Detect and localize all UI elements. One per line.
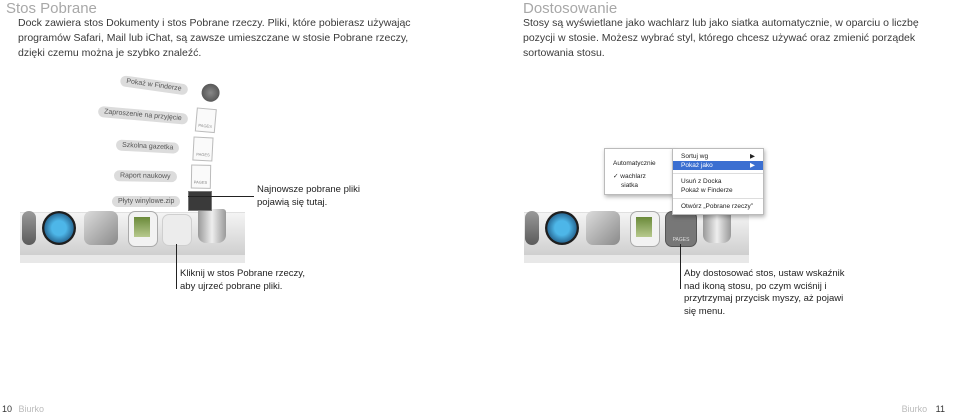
- left-title: Stos Pobrane: [6, 0, 97, 17]
- documents-stack-icon[interactable]: [630, 211, 660, 247]
- right-body: Stosy są wyświetlane jako wachlarz lub jako siatka automatycznie, w oparciu o liczbę pozycji w stosie. Możesz wybrać styl, którego chcesz używać oraz zmienić porządek sortowania stosu.: [523, 17, 919, 59]
- page-number-right: 11: [935, 404, 945, 414]
- stack-show-in-finder[interactable]: [119, 71, 220, 103]
- section-name-left: Biurko: [18, 404, 45, 414]
- system-preferences-icon[interactable]: [84, 211, 118, 245]
- downloads-stack-icon[interactable]: PAGES: [665, 211, 697, 247]
- menu-divider: [673, 198, 763, 199]
- stack-context-menu: [672, 148, 764, 215]
- pages-document-icon: PAGES: [190, 164, 210, 188]
- menu-item-remove-from-dock[interactable]: Usuń z Docka: [681, 178, 722, 185]
- right-title: Dostosowanie: [523, 0, 618, 17]
- menu-item-sort-by[interactable]: [673, 152, 763, 161]
- pages-document-icon: PAGES: [195, 107, 217, 133]
- stack-item[interactable]: [115, 132, 213, 161]
- stack-item-label: Raport naukowy: [114, 170, 177, 182]
- callout-line: [188, 196, 254, 197]
- time-machine-icon[interactable]: [545, 211, 579, 245]
- view-submenu: [604, 148, 674, 195]
- time-machine-icon[interactable]: [42, 211, 76, 245]
- section-name-right: Biurko: [901, 404, 928, 414]
- stack-item[interactable]: [97, 99, 216, 133]
- callout-line: [176, 244, 177, 289]
- downloads-stack-icon[interactable]: [162, 214, 192, 246]
- chevron-right-icon: ▶: [750, 162, 755, 169]
- menu-item-show-in-finder[interactable]: Pokaż w Finderze: [681, 187, 733, 194]
- chevron-right-icon: ▶: [750, 153, 755, 160]
- pages-document-icon: PAGES: [193, 137, 214, 162]
- zip-archive-icon: [188, 191, 212, 211]
- dock-app-icon[interactable]: [525, 211, 539, 245]
- submenu-item-label: wachlarz: [620, 173, 646, 180]
- menu-divider: [673, 173, 763, 174]
- arrow-circle-icon[interactable]: [200, 83, 220, 103]
- menu-item-label: Sortuj wg: [681, 153, 709, 160]
- callout-line: [680, 244, 681, 289]
- dock-app-icon[interactable]: [22, 211, 36, 245]
- menu-item-label: Pokaż jako: [681, 162, 713, 169]
- menu-item-open-downloads[interactable]: Otwórz „Pobrane rzeczy”: [681, 203, 753, 210]
- submenu-item-automatic[interactable]: Automatycznie: [613, 160, 656, 167]
- menu-item-show-as[interactable]: [673, 161, 763, 170]
- stack-item[interactable]: [112, 191, 212, 211]
- system-preferences-icon[interactable]: [586, 211, 620, 245]
- footer-left: [2, 404, 44, 414]
- left-body: Dock zawiera stos Dokumenty i stos Pobrane rzeczy. Pliki, które pobierasz używając programów Safari, Mail lub iChat, są zawsze umieszczane w stosie Pobrane rzeczy, dzięki czemu można je szybko znaleźć.: [18, 17, 411, 59]
- stack-item[interactable]: [114, 163, 211, 189]
- documents-stack-icon[interactable]: [128, 211, 158, 247]
- submenu-item-grid[interactable]: siatka: [621, 182, 638, 189]
- stack-item-label: Pokaż w Finderze: [120, 75, 189, 95]
- callout-recent-downloads: Najnowsze pobrane pliki pojawią się tutaj.: [257, 184, 360, 208]
- callout-click-stack: Kliknij w stos Pobrane rzeczy, aby ujrzeć pobrane pliki.: [180, 268, 305, 292]
- footer-right: [902, 404, 945, 414]
- callout-customize-stack: Aby dostosować stos, ustaw wskaźnik nad ikoną stosu, po czym wciśnij i przytrzymaj przycisk myszy, aż pojawi się menu.: [684, 268, 845, 317]
- trash-icon[interactable]: [198, 209, 226, 243]
- submenu-item-fan[interactable]: ✓ wachlarz: [613, 173, 646, 180]
- stack-item-label: Płyty winylowe.zip: [112, 196, 180, 207]
- page-number-left: 10: [2, 404, 13, 414]
- stack-item-label: Szkolna gazetka: [116, 139, 180, 153]
- stack-item-label: Zaproszenie na przyjęcie: [98, 105, 188, 124]
